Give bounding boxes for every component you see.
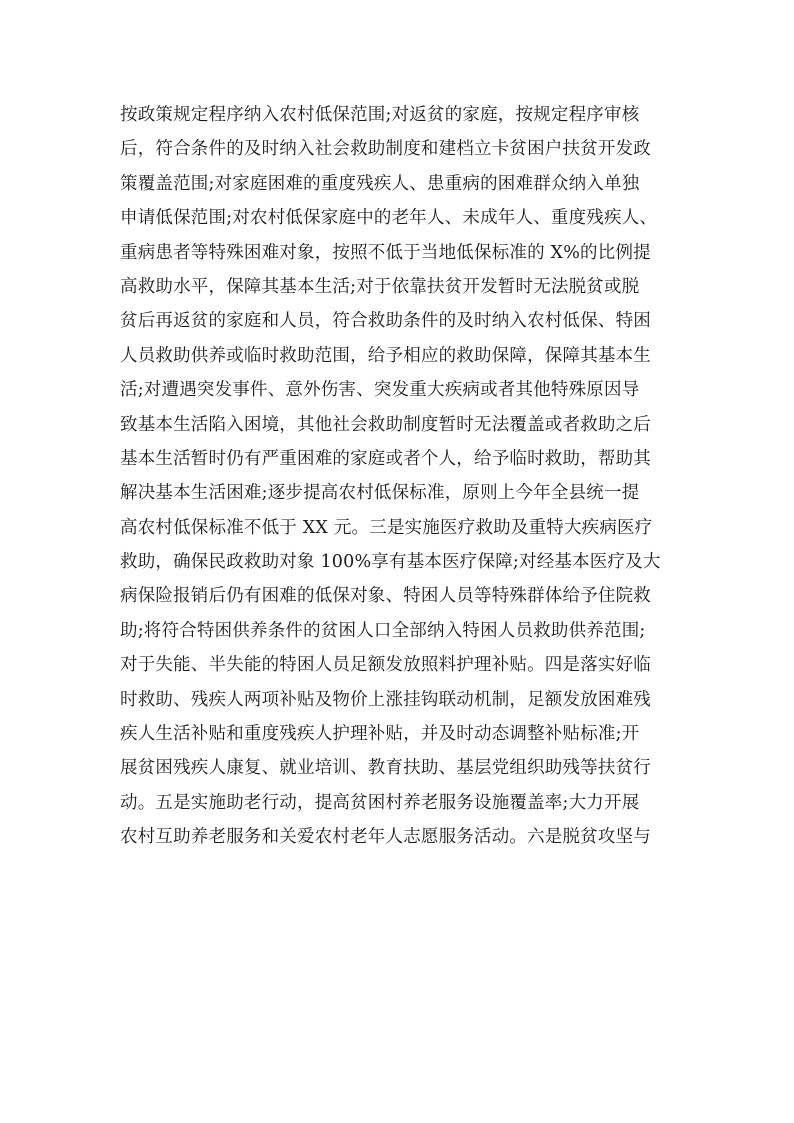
text-line: 农村互助养老服务和关爱农村老年人志愿服务活动。六是脱贫攻坚与: [120, 827, 651, 848]
text-line: 贫后再返贫的家庭和人员，符合救助条件的及时纳入农村低保、特困: [120, 311, 651, 332]
text-line: 基本生活暂时仍有严重困难的家庭或者个人，给予临时救助，帮助其: [120, 448, 651, 469]
text-line: 解决基本生活困难;逐步提高农村低保标准，原则上今年全县统一提: [120, 483, 640, 504]
text-line: 高农村低保标准不低于 XX 元。三是实施医疗救助及重特大疾病医疗: [120, 517, 653, 538]
text-line: 疾人生活补贴和重度残疾人护理补贴，并及时动态调整补贴标准;开: [120, 724, 640, 745]
text-line: 动。五是实施助老行动，提高贫困村养老服务设施覆盖率;大力开展: [120, 792, 640, 813]
body-text: [120, 98, 680, 855]
text-line: 按政策规定程序纳入农村低保范围;对返贫的家庭，按规定程序审核: [120, 105, 640, 125]
text-line: 后，符合条件的及时纳入社会救助制度和建档立卡贫困户扶贫开发政: [120, 139, 651, 160]
text-line: 时救助、残疾人两项补贴及物价上涨挂钩联动机制，足额发放困难残: [120, 689, 651, 710]
text-line: 病保险报销后仍有困难的低保对象、特困人员等特殊群体给予住院救: [120, 586, 651, 607]
text-line: 人员救助供养或临时救助范围，给予相应的救助保障，保障其基本生: [120, 345, 651, 366]
text-line: 策覆盖范围;对家庭困难的重度残疾人、患重病的困难群众纳入单独: [120, 173, 640, 194]
text-line: 重病患者等特殊困难对象，按照不低于当地低保标准的 X%的比例提: [120, 242, 651, 263]
text-line: 致基本生活陷入困境，其他社会救助制度暂时无法覆盖或者救助之后: [120, 414, 651, 435]
text-line: 申请低保范围;对农村低保家庭中的老年人、未成年人、重度残疾人、: [120, 208, 658, 229]
text-line: 助;将符合特困供养条件的贫困人口全部纳入特困人员救助供养范围;: [120, 620, 646, 641]
text-line: 高救助水平，保障其基本生活;对于依靠扶贫开发暂时无法脱贫或脱: [120, 276, 640, 297]
text-line: 救助，确保民政救助对象 100%享有基本医疗保障;对经基本医疗及大: [120, 552, 661, 573]
text-line: 展贫困残疾人康复、就业培训、教育扶助、基层党组织助残等扶贫行: [120, 758, 651, 779]
text-line: 对于失能、半失能的特困人员足额发放照料护理补贴。四是落实好临: [120, 655, 651, 676]
text-line: 活;对遭遇突发事件、意外伤害、突发重大疾病或者其他特殊原因导: [120, 380, 640, 401]
